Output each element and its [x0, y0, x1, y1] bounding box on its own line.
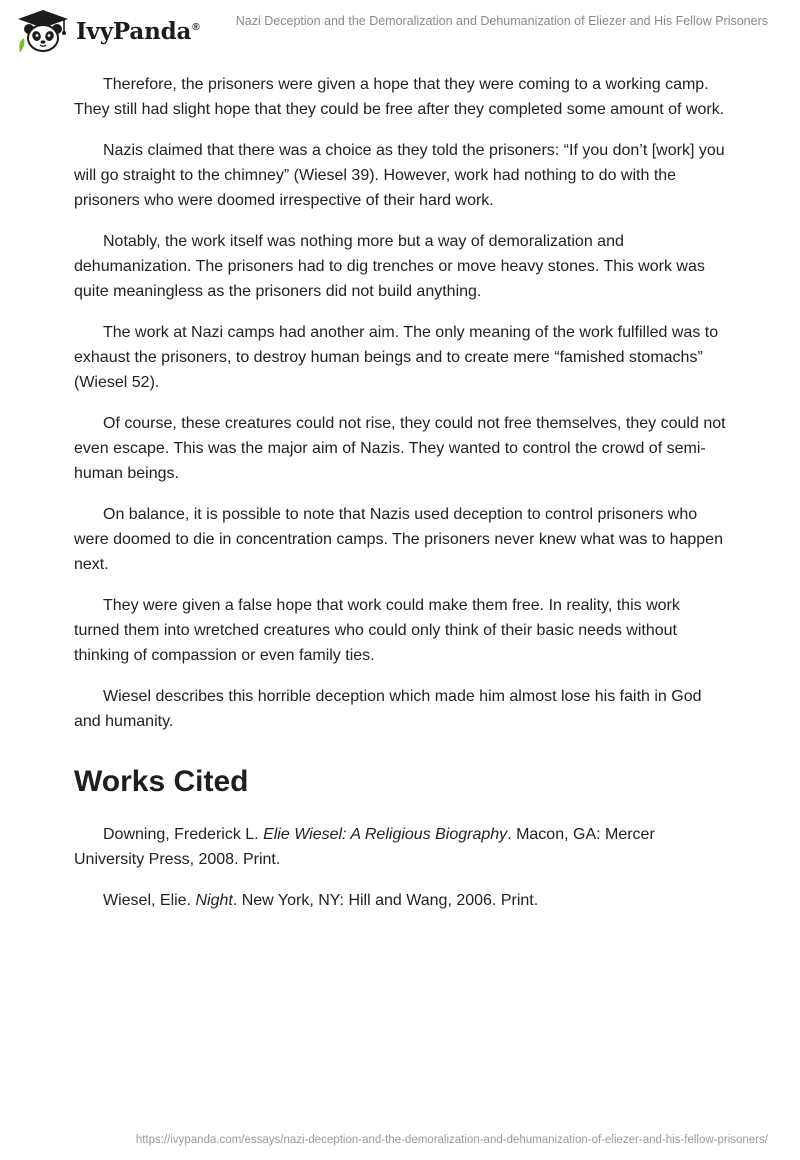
document-title: Nazi Deception and the Demoralization and Dehumanization of Eliezer and His Fellow Prisoners — [235, 14, 768, 28]
citation-entry — [74, 888, 729, 913]
citation-title: Night — [195, 892, 233, 909]
citation-publication: . New York, NY: Hill and Wang, 2006. Print. — [232, 892, 539, 909]
panda-graduate-icon — [14, 8, 72, 54]
brand-name: IvyPanda® — [76, 17, 200, 45]
registered-mark: ® — [192, 21, 200, 33]
essay-paragraph: The work at Nazi camps had another aim. The only meaning of the work fulfilled was to exhaust the prisoners, to destroy human beings and to create mere “famished stomachs” (Wiesel 52). — [74, 324, 719, 391]
works-cited-heading: Works Cited — [74, 765, 249, 798]
citation-entry — [74, 822, 729, 872]
essay-paragraph: Of course, these creatures could not rise, they could not free themselves, they could not even escape. This was the major aim of Nazis. They wanted to control the crowd of semi-human beings. — [74, 415, 726, 482]
essay-paragraph: Wiesel describes this horrible deception which made him almost lose his faith in God and humanity. — [74, 688, 702, 730]
citation-publication: . Macon, GA: Mercer University Press, 2008. Print. — [74, 826, 655, 868]
ivypanda-logo[interactable] — [14, 8, 199, 54]
essay-paragraph: Therefore, the prisoners were given a hope that they were coming to a working camp. They still had slight hope that they could be free after they completed some amount of work. — [74, 76, 725, 118]
essay-paragraph: They were given a false hope that work could make them free. In reality, this work turned them into wretched creatures who could only think of their basic needs without thinking of compassion or even family ties. — [74, 597, 680, 664]
citation-title: Elie Wiesel: A Religious Biography — [263, 826, 508, 843]
essay-paragraph: On balance, it is possible to note that Nazis used deception to control prisoners who were doomed to die in concentration camps. The prisoners never knew what was to happen next. — [74, 506, 723, 573]
citation-author: Downing, Frederick L. — [103, 826, 264, 843]
page-header — [0, 0, 800, 62]
essay-paragraph: Notably, the work itself was nothing more but a way of demoralization and dehumanization. The prisoners had to dig trenches or move heavy stones. This work was quite meaningless as the prisoners did not build anything. — [74, 233, 705, 300]
essay-paragraph: Nazis claimed that there was a choice as they told the prisoners: “If you don’t [work] you will go straight to the chimney” (Wiesel 39). However, work had nothing to do with the prisoners who were doomed irrespective of their hard work. — [74, 142, 725, 209]
citation-author: Wiesel, Elie. — [103, 892, 196, 909]
essay-body — [74, 72, 729, 929]
source-url[interactable]: https://ivypanda.com/essays/nazi-deception-and-the-demoralization-and-dehumanization-of-eliezer-and-his-fellow-prisoners/ — [135, 1134, 768, 1146]
